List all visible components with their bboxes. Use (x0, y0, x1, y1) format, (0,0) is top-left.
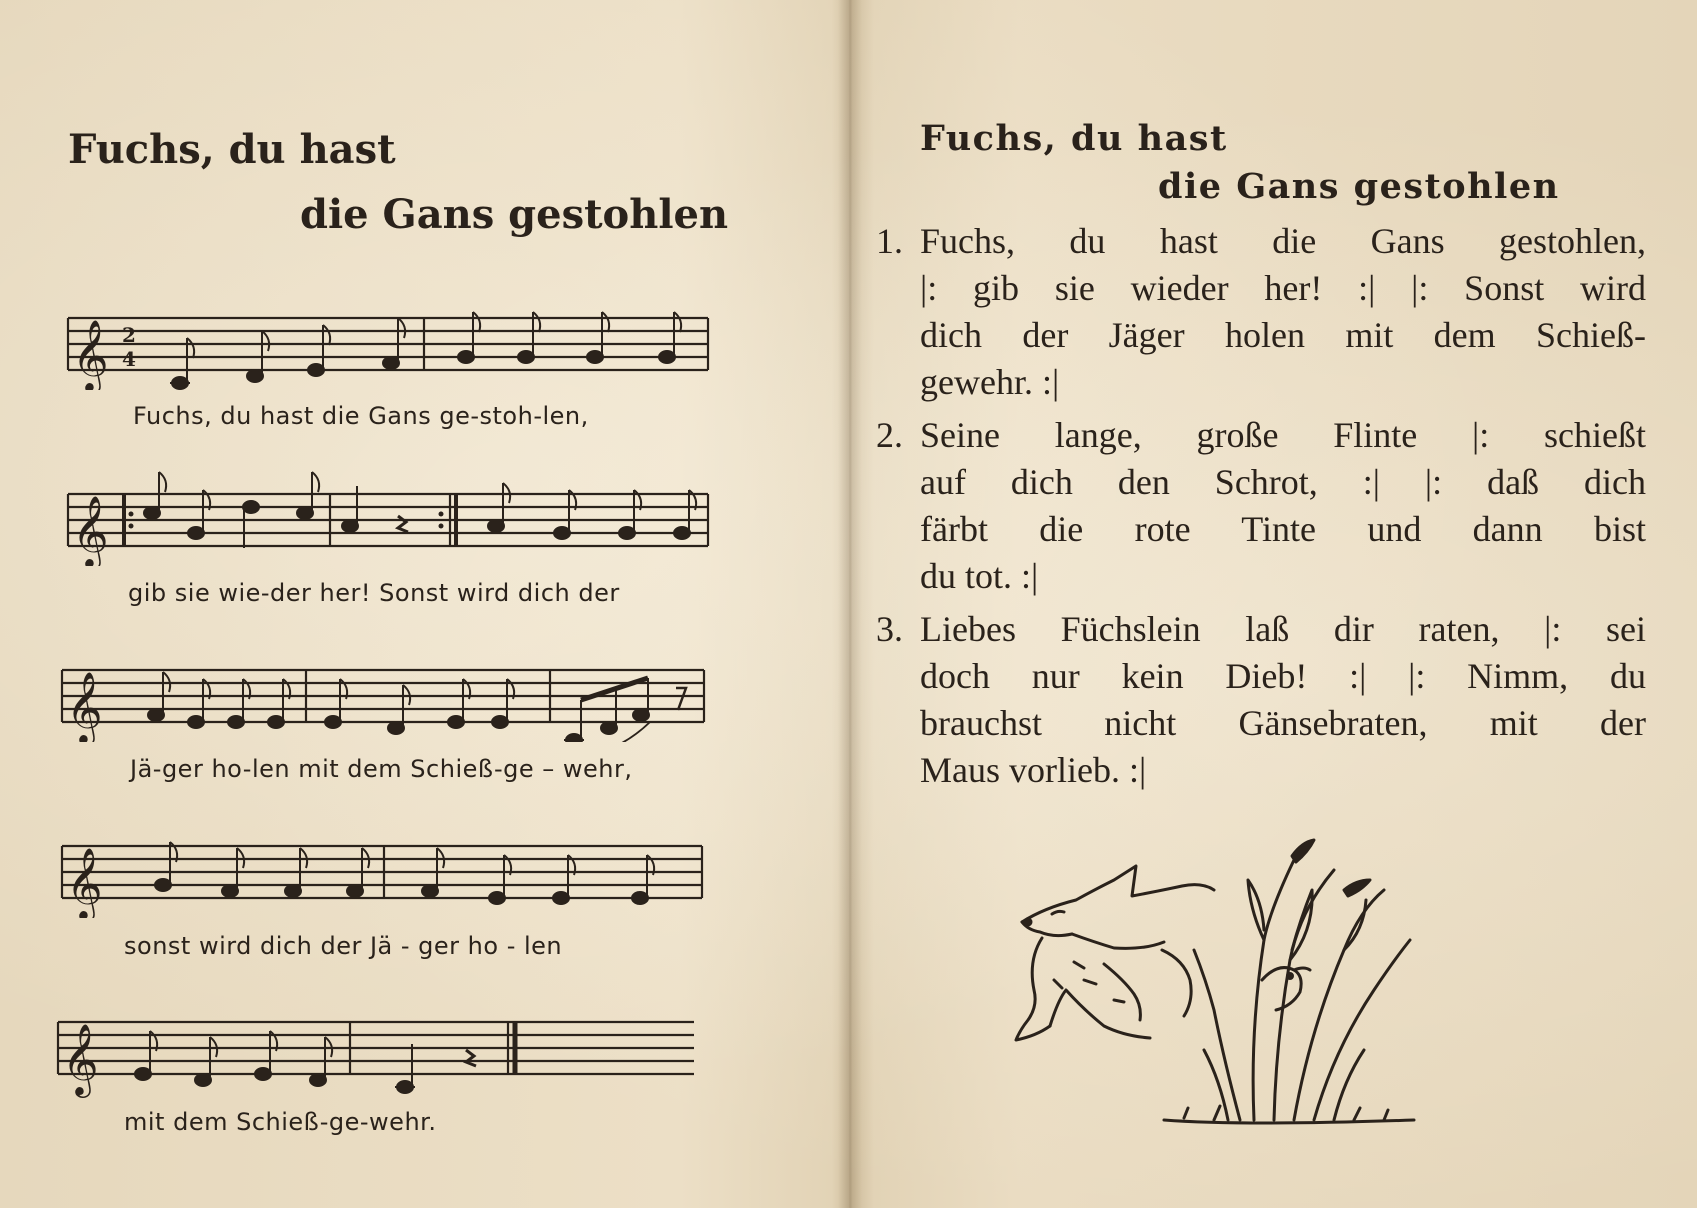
sheet-music-title-line1: Fuchs, du hast (68, 126, 396, 173)
time-signature-bottom: 4 (122, 347, 136, 371)
staff-3-lyrics: Jä-ger ho-len mit dem Schieß-ge – wehr, (130, 755, 633, 783)
svg-text:𝄞: 𝄞 (62, 1022, 99, 1095)
sheet-music-title-line2: die Gans gestohlen (300, 191, 729, 238)
staff-2-lyrics: gib sie wie-der her! Sonst wird dich der (128, 579, 620, 607)
staff-2-notation (0, 466, 846, 566)
svg-text:𝄞: 𝄞 (72, 494, 109, 566)
verse-2-line-3: färbt die rote Tinte und dann bist (920, 509, 1646, 549)
verse-1-line-1: Fuchs, du hast die Gans gestohlen, (920, 221, 1646, 261)
verse-2-line-2: auf dich den Schrot, :| |: daß dich (920, 462, 1646, 502)
verse-3-line-3: brauchst nicht Gänsebraten, mit der (920, 703, 1646, 743)
staff-3-notation (0, 642, 846, 742)
verse-1-line-4: gewehr. :| (920, 362, 1060, 402)
music-staff-1 (0, 290, 846, 430)
right-page (846, 0, 1697, 1208)
treble-clef-icon: 𝄞 (72, 318, 109, 390)
staff-1-notation (0, 290, 846, 390)
verse-1 (876, 218, 1646, 406)
verse-2-line-1: Seine lange, große Flinte |: schießt (920, 415, 1646, 455)
verse-3 (876, 606, 1646, 794)
music-staff-5 (0, 994, 846, 1134)
staff-4-lyrics: sonst wird dich der Jä - ger ho - len (124, 932, 563, 960)
verse-3-line-2: doch nur kein Dieb! :| |: Nimm, du (920, 656, 1646, 696)
fox-illustration (1014, 830, 1434, 1130)
verse-3-number: 3. (876, 609, 903, 649)
verse-3-line-4: Maus vorlieb. :| (920, 750, 1147, 790)
music-staff-4 (0, 818, 846, 958)
verse-1-line-2: |: gib sie wieder her! :| |: Sonst wird (920, 268, 1646, 308)
verse-1-line-3: dich der Jäger holen mit dem Schieß- (920, 315, 1646, 355)
verses-list (876, 218, 1646, 794)
left-page (0, 0, 846, 1208)
verse-2 (876, 412, 1646, 600)
verse-1-number: 1. (876, 221, 903, 261)
music-staff-3 (0, 642, 846, 782)
staff-5-notation (0, 994, 846, 1104)
staff-1-lyrics: Fuchs, du hast die Gans ge-stoh-len, (133, 402, 589, 430)
staff-4-notation (0, 818, 846, 918)
lyrics-title-line1: Fuchs, du hast (920, 118, 1228, 159)
staff-5-lyrics: mit dem Schieß-ge-wehr. (124, 1108, 437, 1136)
time-signature-top: 2 (122, 323, 136, 347)
verse-2-line-4: du tot. :| (920, 556, 1039, 596)
svg-text:𝄞: 𝄞 (66, 846, 103, 918)
verse-2-number: 2. (876, 415, 903, 455)
music-staff-2 (0, 466, 846, 606)
lyrics-title-line2: die Gans gestohlen (1158, 166, 1560, 207)
verse-3-line-1: Liebes Füchslein laß dir raten, |: sei (920, 609, 1646, 649)
svg-text:𝄞: 𝄞 (66, 670, 103, 742)
